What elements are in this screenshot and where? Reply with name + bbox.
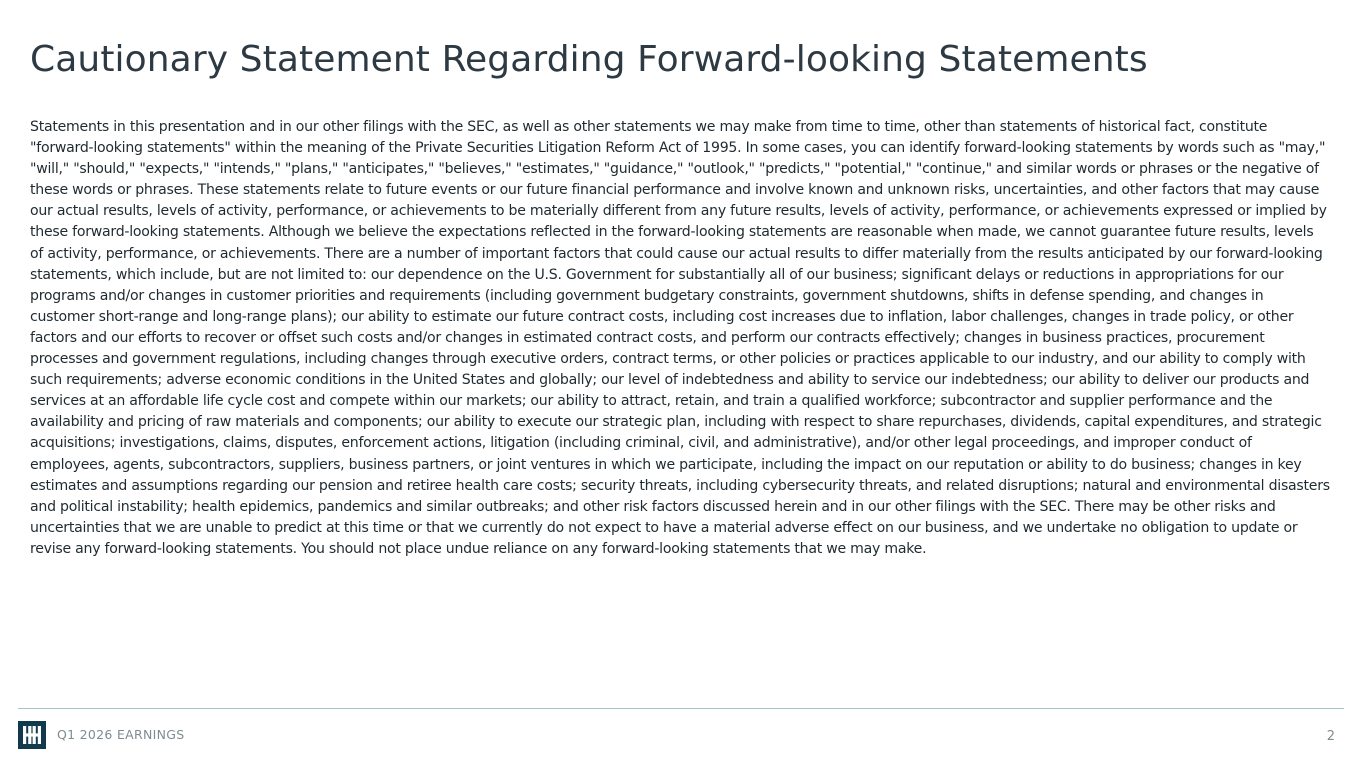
footer-label: Q1 2026 EARNINGS xyxy=(57,727,185,742)
footer-divider xyxy=(18,708,1344,709)
page-title: Cautionary Statement Regarding Forward-looking Statements xyxy=(30,39,1148,80)
cautionary-statement-body: Statements in this presentation and in our other filings with the SEC, as well as other statements we may make from time to time, other than statements of historical fact, constitute "forward-looking statements" within the meaning of the Private Securities Litigation Reform Act of 1995. In some cases, you can identify forward-looking statements by words such as "may," "will," "should," "expects," "intends," "plans," "anticipates," "believes," "estimates," "guidance," "outlook," "predicts," "potential," "continue," and similar words or phrases or the negative of these words or phrases. These statements relate to future events or our future financial performance and involve known and unknown risks, uncertainties, and other factors that may cause our actual results, levels of activity, performance, or achievements to be materially different from any future results, levels of activity, performance, or achievements expressed or implied by these forward-looking statements. Although we believe the expectations reflected in the forward-looking statements are reasonable when made, we cannot guarantee future results, levels of activity, performance, or achievements. There are a number of important factors that could cause our actual results to differ materially from the results anticipated by our forward-looking statements, which include, but are not limited to: our dependence on the U.S. Government for substantially all of our business; significant delays or reductions in appropriations for our programs and/or changes in customer priorities and requirements (including government budgetary constraints, government shutdowns, shifts in defense spending, and changes in customer short-range and long-range plans); our ability to estimate our future contract costs, including cost increases due to inflation, labor challenges, changes in trade policy, or other factors and our efforts to recover or offset such costs and/or changes in estimated contract costs, and perform our contracts effectively; changes in business practices, procurement processes and government regulations, including changes through executive orders, contract terms, or other policies or practices applicable to our industry, and our ability to comply with such requirements; adverse economic conditions in the United States and globally; our level of indebtedness and ability to service our indebtedness; our ability to deliver our products and services at an affordable life cycle cost and compete within our markets; our ability to attract, retain, and train a qualified workforce; subcontractor and supplier performance and the availability and pricing of raw materials and components; our ability to execute our strategic plan, including with respect to share repurchases, dividends, capital expenditures, and strategic acquisitions; investigations, claims, disputes, enforcement actions, litigation (including criminal, civil, and administrative), and/or other legal proceedings, and improper conduct of employees, agents, subcontractors, suppliers, business partners, or joint ventures in which we participate, including the impact on our reputation or ability to do business; changes in key estimates and assumptions regarding our pension and retiree health care costs; security threats, including cybersecurity threats, and related disruptions; natural and environmental disasters and political instability; health epidemics, pandemics and similar outbreaks; and other risk factors discussed herein and in our other filings with the SEC. There may be other risks and uncertainties that we are unable to predict at this time or that we currently do not expect to have a material adverse effect on our business, and we undertake no obligation to update or revise any forward-looking statements. You should not place undue reliance on any forward-looking statements that we may make. xyxy=(30,119,1330,557)
hii-logo-icon xyxy=(18,721,46,749)
page-number: 2 xyxy=(1326,729,1335,744)
